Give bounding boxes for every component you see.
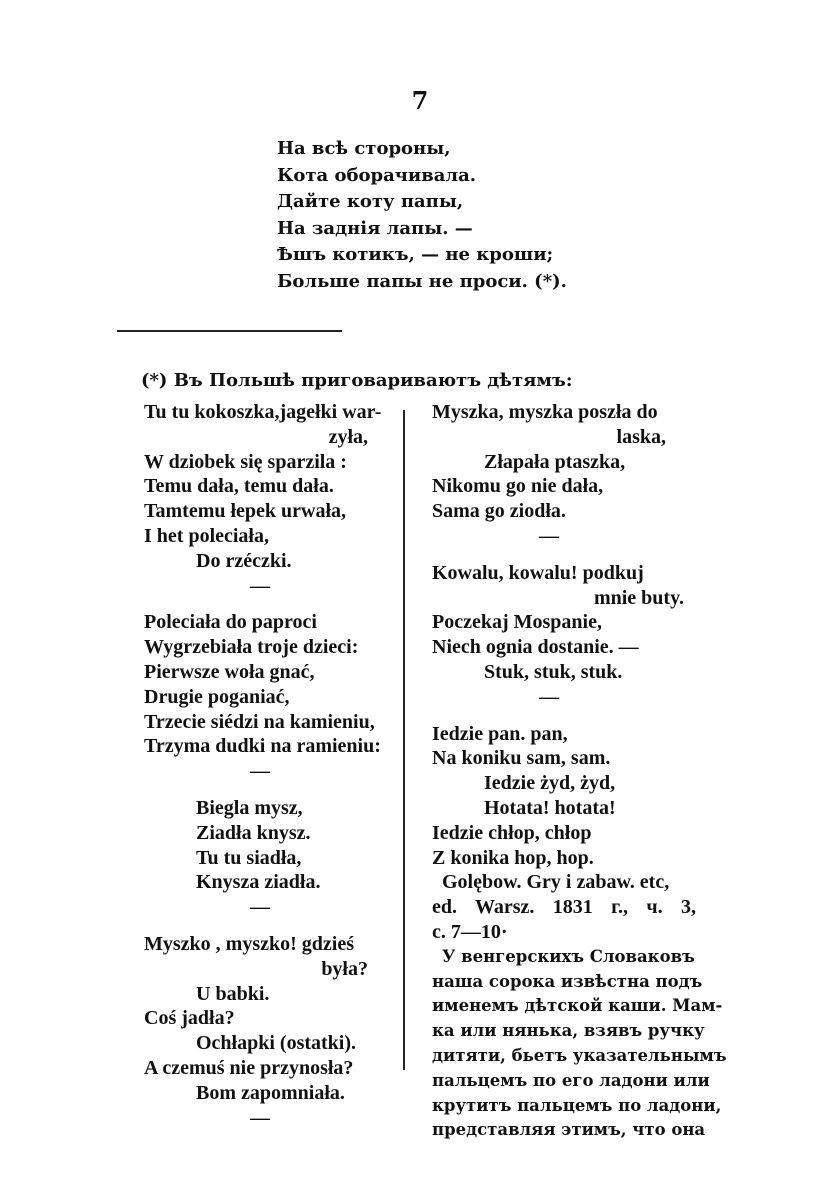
note-line: именемъ дѣтской каши. Мам-: [432, 996, 723, 1016]
note-line: крутитъ пальцемъ по ладони,: [432, 1095, 722, 1115]
rhyme-line: Poczekaj Mospanie,: [432, 611, 602, 634]
rhyme-line: Z konika hop, hop.: [432, 846, 594, 869]
rhyme-line: Tu tu kokoszka,jagełki war-: [144, 401, 382, 423]
rhyme-line: Pierwsze woła gnać,: [144, 660, 315, 683]
rhyme-line: Temu dała, temu dała.: [144, 475, 334, 498]
footnote-right-column: [432, 400, 727, 1143]
rhyme-line: Iedzie chłop, chłop: [432, 821, 592, 844]
verse-line: На всѣ стороны,: [277, 138, 451, 159]
verse-divider-dash: —: [539, 524, 559, 547]
rhyme-line: W dziobek się sparzila :: [144, 450, 347, 473]
verse-line: Больше папы не проси. (*).: [277, 270, 567, 292]
rhyme-line: Drugie poganiać,: [144, 685, 290, 708]
rhyme-line: Tu tu siadła,: [196, 846, 302, 869]
rhyme-line: A czemuś nie przynosła?: [144, 1056, 354, 1079]
rhyme-line: Sama go ziodła.: [432, 500, 566, 523]
verse-divider-dash: —: [250, 1106, 270, 1129]
column-divider: [403, 410, 405, 1070]
rhyme-line: Kowalu, kowalu! podkuj: [432, 561, 644, 584]
rhyme-line: Iedzie pan. pan,: [432, 722, 568, 745]
verse-line: Ѣшъ котикъ, — не кроши;: [277, 244, 554, 266]
rhyme-line: Coś jadła?: [144, 1007, 235, 1030]
note-line: представляя этимъ, что она: [432, 1120, 706, 1140]
rhyme-line: Biegla mysz,: [196, 796, 303, 819]
note-line: У венгерскихъ Словаковъ: [442, 946, 695, 966]
rhyme-line: Bom zapomniała.: [196, 1081, 345, 1104]
rhyme-line: Trzecie siédzi na kamieniu,: [144, 710, 375, 733]
verse-divider-dash: —: [539, 685, 559, 708]
rhyme-line: była?: [321, 957, 368, 980]
note-line: наша сорока извѣстна подъ: [432, 971, 703, 991]
citation-line: ed. Warsz. 1831 г., ч. 3,: [432, 896, 696, 919]
rhyme-line: Niech ognia dostanie. —: [432, 636, 639, 659]
verse-line: Дайте коту папы,: [277, 191, 464, 213]
rhyme-line: U babki.: [196, 982, 270, 1005]
page-number: 7: [411, 86, 429, 115]
rhyme-line: Iedzie żyd, żyd,: [484, 772, 616, 795]
note-line: ка или нянька, взявъ ручку: [432, 1021, 705, 1041]
rhyme-line: Tamtemu łepek urwała,: [144, 500, 347, 523]
rhyme-line: Ziadła knysz.: [196, 821, 311, 844]
verse-block: [277, 136, 567, 296]
rhyme-line: zyła,: [328, 425, 368, 448]
rhyme-line: Nikomu go nie dała,: [432, 475, 604, 498]
rhyme-line: Knysza ziadła.: [196, 871, 321, 894]
rhyme-line: Poleciała do paproci: [144, 611, 317, 634]
verse-line: На заднія лапы. —: [277, 217, 473, 239]
rhyme-line: Trzyma dudki na ramieniu:: [144, 735, 381, 758]
verse-divider-dash: —: [250, 574, 270, 597]
rhyme-line: I het poleciała,: [144, 524, 269, 547]
verse-divider-dash: —: [250, 760, 270, 783]
note-line: дитяти, бьетъ указательнымъ: [432, 1045, 727, 1065]
footnote-title: (*) Въ Польшѣ приговариваютъ дѣтямъ:: [141, 370, 573, 391]
citation-line: с. 7—10·: [432, 920, 508, 943]
rhyme-line: Stuk, stuk, stuk.: [484, 660, 623, 683]
verse-divider-dash: —: [250, 896, 270, 919]
footnote-left-column: [144, 400, 380, 1130]
rhyme-line: Ochłapki (ostatki).: [196, 1032, 357, 1055]
rhyme-line: laska,: [616, 425, 666, 448]
note-line: пальцемъ по его ладони или: [432, 1070, 710, 1090]
rhyme-line: Wygrzebiała troje dzieci:: [144, 636, 359, 659]
rhyme-line: Na koniku sam, sam.: [432, 747, 611, 770]
rhyme-line: Złapała ptaszka,: [484, 450, 626, 473]
rhyme-line: Hotata! hotata!: [484, 796, 616, 819]
footnote-separator: [117, 330, 342, 332]
rhyme-line: Myszka, myszka poszła do: [432, 401, 658, 423]
rhyme-line: Myszko , myszko! gdzieś: [144, 932, 354, 955]
citation-line: Golębow. Gry i zabaw. etc,: [442, 871, 670, 894]
rhyme-line: mnie buty.: [593, 586, 684, 609]
verse-line: Кота оборачивала.: [277, 164, 477, 186]
rhyme-line: Do rzéczki.: [196, 549, 292, 572]
